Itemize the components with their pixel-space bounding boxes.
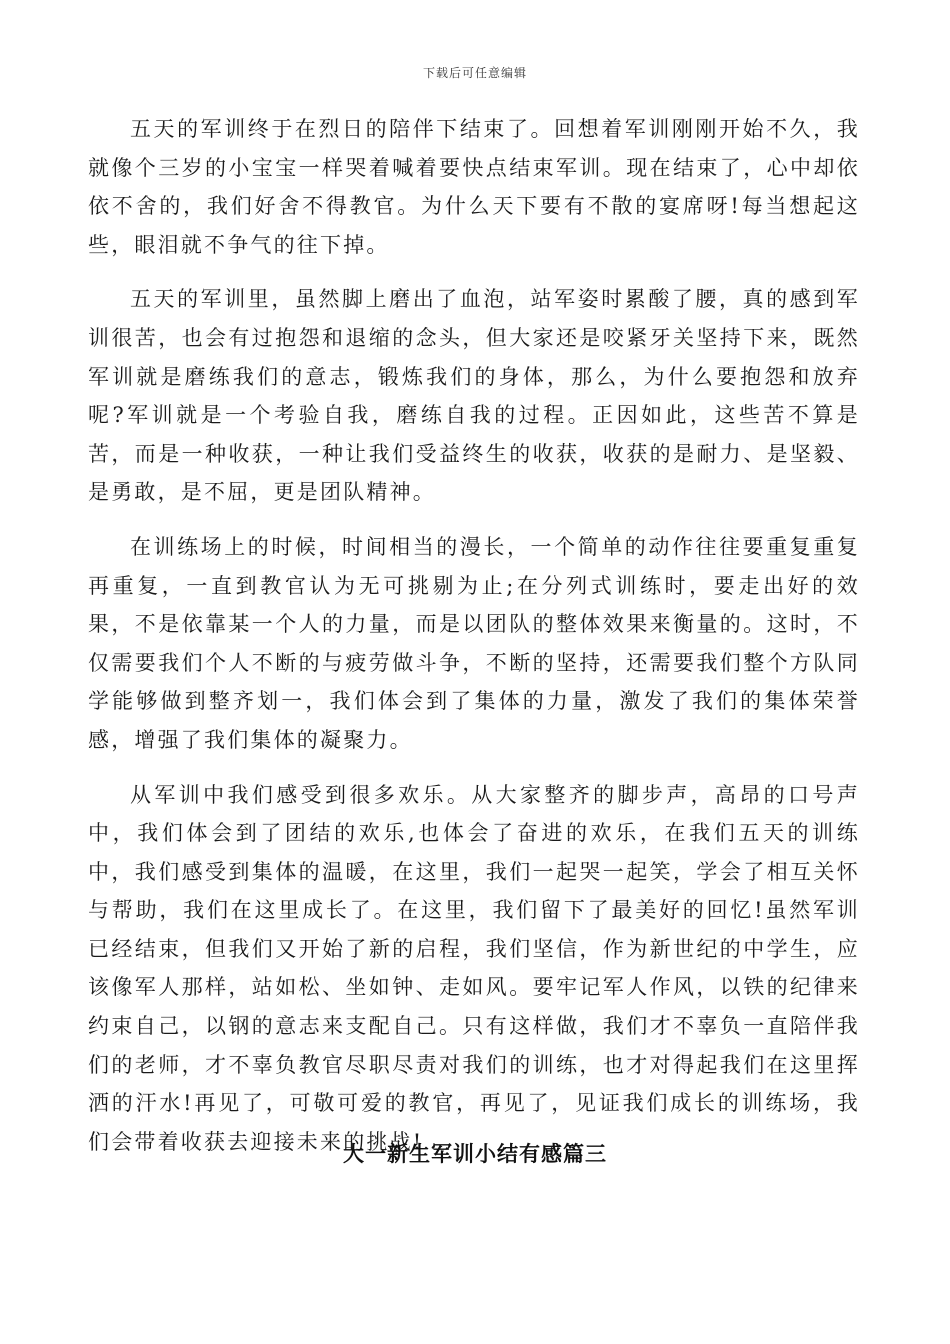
paragraph-3: 在训练场上的时候，时间相当的漫长，一个简单的动作往往要重复重复再重复，一直到教官认为无可挑剔为止;在分列式训练时，要走出好的效果，不是依靠某一个人的力量，而是以团队的整体效果来衡量的。这时，不仅需要我们个人不断的与疲劳做斗争，不断的坚持，还需要我们整个方队同学能够做到整齐划一，我们体会到了集体的力量，激发了我们的集体荣誉感，增强了我们集体的凝聚力。 xyxy=(88,534,860,752)
header-note: 下载后可任意编辑 xyxy=(422,66,527,80)
article-body xyxy=(88,110,860,1177)
section-heading: 大一新生军训小结有感篇三 xyxy=(343,1142,607,1166)
paragraph-4: 从军训中我们感受到很多欢乐。从大家整齐的脚步声，高昂的口号声中，我们体会到了团结的欢乐,也体会了奋进的欢乐，在我们五天的训练中，我们感受到集体的温暖，在这里，我们一起哭一起笑，学会了相互关怀与帮助，我们在这里成长了。在这里，我们留下了最美好的回忆!虽然军训已经结束，但我们又开始了新的启程，我们坚信，作为新世纪的中学生，应该像军人那样，站如松、坐如钟、走如风。要牢记军人作风，以铁的纪律来约束自己，以钢的意志来支配自己。只有这样做，我们才不辜负一直陪伴我们的老师，才不辜负教官尽职尽责对我们的训练，也才对得起我们在这里挥洒的汗水!再见了，可敬可爱的教官，再见了，见证我们成长的训练场，我们会带着收获去迎接未来的挑战! xyxy=(88,782,860,1154)
paragraph-2: 五天的军训里，虽然脚上磨出了血泡，站军姿时累酸了腰，真的感到军训很苦，也会有过抱怨和退缩的念头，但大家还是咬紧牙关坚持下来，既然军训就是磨练我们的意志，锻炼我们的身体，那么，为什么要抱怨和放弃呢?军训就是一个考验自我，磨练自我的过程。正因如此，这些苦不算是苦，而是一种收获，一种让我们受益终生的收获，收获的是耐力、是坚毅、是勇敢，是不屈，更是团队精神。 xyxy=(88,287,860,505)
paragraph-1: 五天的军训终于在烈日的陪伴下结束了。回想着军训刚刚开始不久，我就像个三岁的小宝宝一样哭着喊着要快点结束军训。现在结束了，心中却依依不舍的，我们好舍不得教官。为什么天下要有不散的宴席呀!每当想起这些，眼泪就不争气的往下掉。 xyxy=(88,117,860,257)
